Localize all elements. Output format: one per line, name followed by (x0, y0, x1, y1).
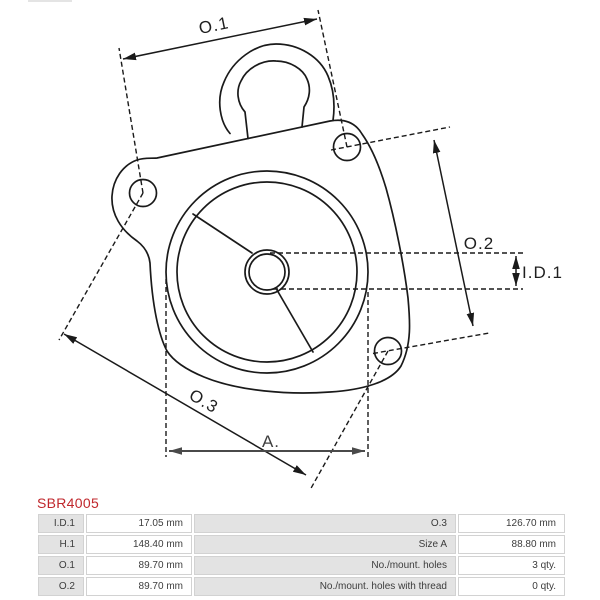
spec-label: O.3 (194, 514, 456, 533)
spec-row (38, 514, 565, 533)
eyelet-outer-outline (220, 44, 334, 134)
dim-label-o3: O.3 (185, 385, 222, 418)
spec-row (38, 577, 565, 596)
spec-value: 126.70 mm (458, 514, 565, 533)
bore-inner-circle (177, 182, 357, 362)
spec-value: 3 qty. (458, 556, 565, 575)
spec-label: Size A (194, 535, 456, 554)
dim-label-o2: O.2 (463, 234, 495, 253)
sector-line-upper (193, 214, 252, 253)
spec-label: I.D.1 (38, 514, 84, 533)
bore-outer-circle (166, 171, 368, 373)
spec-label: O.2 (38, 577, 84, 596)
part-code-link[interactable]: SBR4005 (37, 495, 100, 511)
spec-label: H.1 (38, 535, 84, 554)
spec-value: 17.05 mm (86, 514, 192, 533)
spec-value: 148.40 mm (86, 535, 192, 554)
spec-value: 0 qty. (458, 577, 565, 596)
shaft-hole-inner (249, 254, 285, 290)
ext-line-o3-upper (59, 193, 143, 340)
spec-label: No./mount. holes (194, 556, 456, 575)
spec-value: 88.80 mm (458, 535, 565, 554)
dim-label-o1: O.1 (197, 13, 231, 38)
ext-line-o1-right (318, 10, 347, 147)
ext-line-o2-bottom (373, 333, 489, 354)
ext-line-o1-left (119, 48, 143, 193)
ext-line-o2-top (331, 127, 450, 150)
spec-table (36, 512, 567, 598)
sector-line-lower (277, 290, 313, 352)
spec-value: 89.70 mm (86, 577, 192, 596)
dim-line-o2 (434, 140, 473, 326)
dim-label-id1: I.D.1 (522, 263, 563, 282)
spec-row (38, 556, 565, 575)
spec-label: O.1 (38, 556, 84, 575)
spec-row (38, 535, 565, 554)
bracket-outline (112, 120, 410, 393)
dim-label-a: A. (261, 432, 281, 451)
spec-label: No./mount. holes with thread (194, 577, 456, 596)
dim-line-o3 (64, 334, 306, 475)
spec-value: 89.70 mm (86, 556, 192, 575)
shaft-hole-outer (245, 250, 289, 294)
ext-line-o3-lower (310, 351, 388, 490)
